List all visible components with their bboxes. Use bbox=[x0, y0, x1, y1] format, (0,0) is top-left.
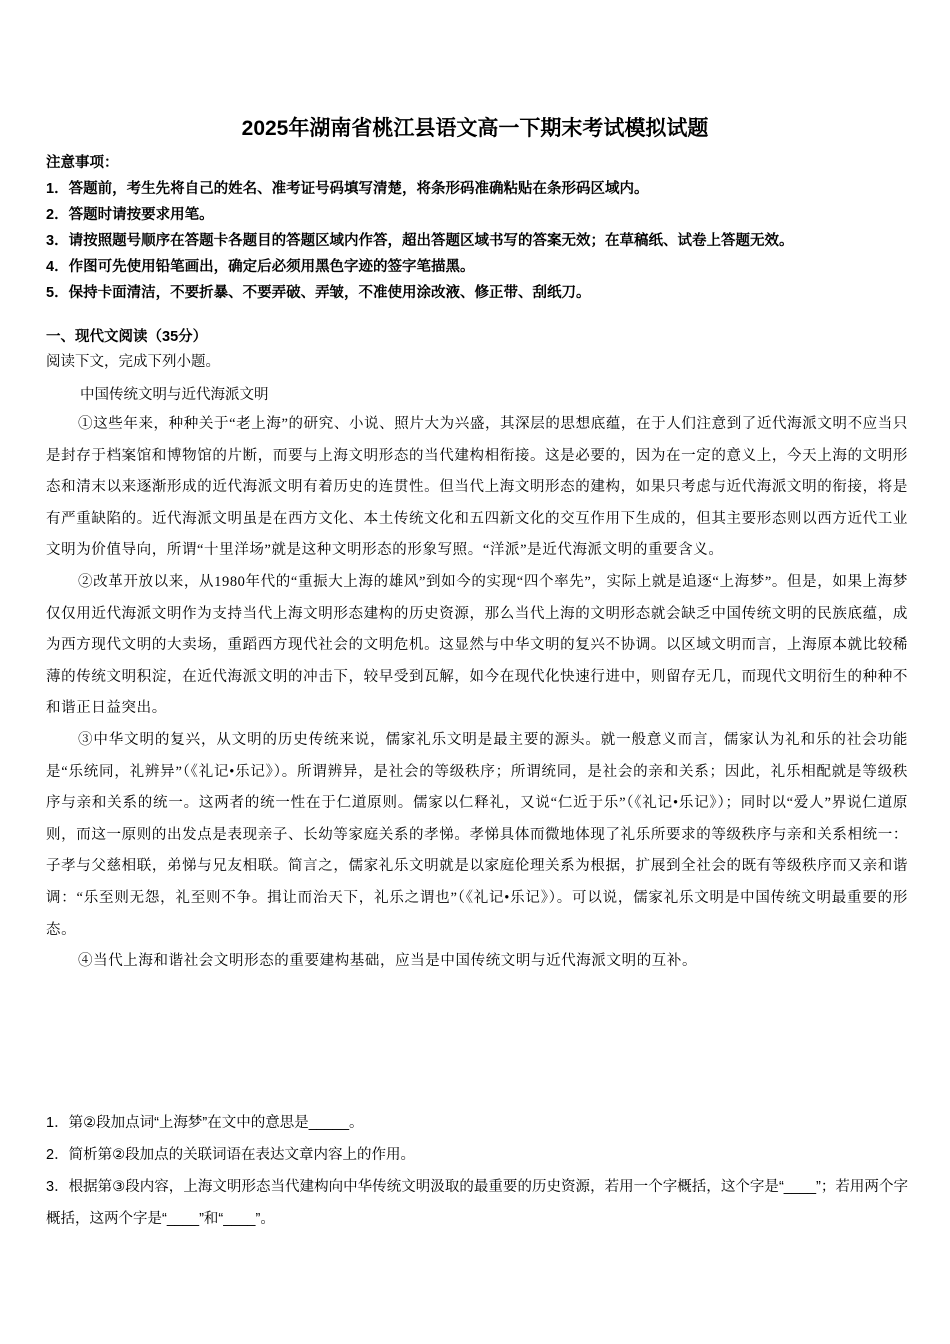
question-item: 3．根据第③段内容，上海文明形态当代建构向中华传统文明汲取的最重要的历史资源，若用一个字概括，这个字是“____”；若用两个字概括，这两个字是“____”和“____”。 bbox=[46, 1179, 908, 1227]
notice-item: 3．请按照题号顺序在答题卡各题目的答题区域内作答，超出答题区域书写的答案无效；在草稿纸、试卷上答题无效。 bbox=[46, 233, 794, 249]
passage-paragraph: ③中华文明的复兴，从文明的历史传统来说，儒家礼乐文明是最主要的源头。就一般意义而言，儒家认为礼和乐的社会功能是“乐统同，礼辨异”（《礼记•乐记》）。所谓辨异，是社会的等级秩序；所谓统同，是社会的亲和关系；因此，礼乐相配就是等级秩序与亲和关系的统一。这两者的统一性在于仁道原则。儒家以仁释礼，又说“仁近于乐”（《礼记•乐记》）；同时以“爱人”界说仁道原则，而这一原则的出发点是表现亲子、长幼等家庭关系的孝悌。孝悌具体而微地体现了礼乐所要求的等级秩序与亲和关系相统一：子孝与父慈相联，弟悌与兄友相联。简言之，儒家礼乐文明就是以家庭伦理关系为根据，扩展到全社会的既有等级秩序而又亲和谐调：“乐至则无怨，礼至则不争。揖让而治天下，礼乐之谓也”（《礼记•乐记》）。可以说，儒家礼乐文明是中国传统文明最重要的形态。 bbox=[46, 731, 908, 938]
section-instruction: 阅读下文，完成下列小题。 bbox=[46, 354, 220, 370]
notice-block bbox=[46, 150, 916, 306]
notice-item: 2．答题时请按要求用笔。 bbox=[46, 207, 214, 223]
question-item: 1．第②段加点词“上海梦”在文中的意思是_____。 bbox=[46, 1115, 364, 1131]
question-item: 2．简析第②段加点的关联词语在表达文章内容上的作用。 bbox=[46, 1147, 416, 1163]
notice-heading: 注意事项： bbox=[46, 155, 119, 171]
passage-paragraph: ④当代上海和谐社会文明形态的重要建构基础，应当是中国传统文明与近代海派文明的互补。 bbox=[78, 953, 698, 970]
exam-title: 2025年湖南省桃江县语文高一下期末考试模拟试题 bbox=[241, 117, 709, 140]
notice-item: 1．答题前，考生先将自己的姓名、准考证号码填写清楚，将条形码准确粘贴在条形码区域内。 bbox=[46, 181, 649, 197]
reading-passage bbox=[46, 381, 908, 978]
passage-paragraph: ②改革开放以来，从1980年代的“重振大上海的雄风”到如今的实现“四个率先”，实际上就是追逐“上海梦”。但是，如果上海梦仅仅用近代海派文明作为支持当代上海文明形态建构的历史资源，那么当代上海的文明形态就会缺乏中国传统文明的民族底蕴，成为西方现代文明的大卖场，重蹈西方现代社会的文明危机。这显然与中华文明的复兴不协调。以区域文明而言，上海原本就比较稀薄的传统文明积淀，在近代海派文明的冲击下，较早受到瓦解，如今在现代化快速行进中，则留存无几，而现代文明衍生的种种不和谐正日益突出。 bbox=[46, 573, 908, 717]
notice-item: 4．作图可先使用铅笔画出，确定后必须用黑色字迹的签字笔描黑。 bbox=[46, 259, 475, 275]
passage-paragraph: ①这些年来，种种关于“老上海”的研究、小说、照片大为兴盛，其深层的思想底蕴，在于人们注意到了近代海派文明不应当只是封存于档案馆和博物馆的片断，而要与上海文明形态的当代建构相衔接。这是必要的，因为在一定的意义上，今天上海的文明形态和清末以来逐渐形成的近代海派文明有着历史的连贯性。但当代上海文明形态的建构，如果只考虑与近代海派文明的衔接，将是有严重缺陷的。近代海派文明虽是在西方文化、本土传统文化和五四新文化的交互作用下生成的，但其主要形态则以西方近代工业文明为价值导向，所谓“十里洋场”就是这种文明形态的形象写照。“洋派”是近代海派文明的重要含义。 bbox=[46, 416, 908, 559]
passage-title: 中国传统文明与近代海派文明 bbox=[80, 387, 269, 403]
section-title: 一、现代文阅读（35分） bbox=[46, 329, 208, 345]
notice-item: 5．保持卡面清洁，不要折暴、不要弄破、弄皱，不准使用涂改液、修正带、刮纸刀。 bbox=[46, 285, 591, 301]
question-list bbox=[46, 1107, 908, 1235]
section-header bbox=[46, 325, 916, 375]
